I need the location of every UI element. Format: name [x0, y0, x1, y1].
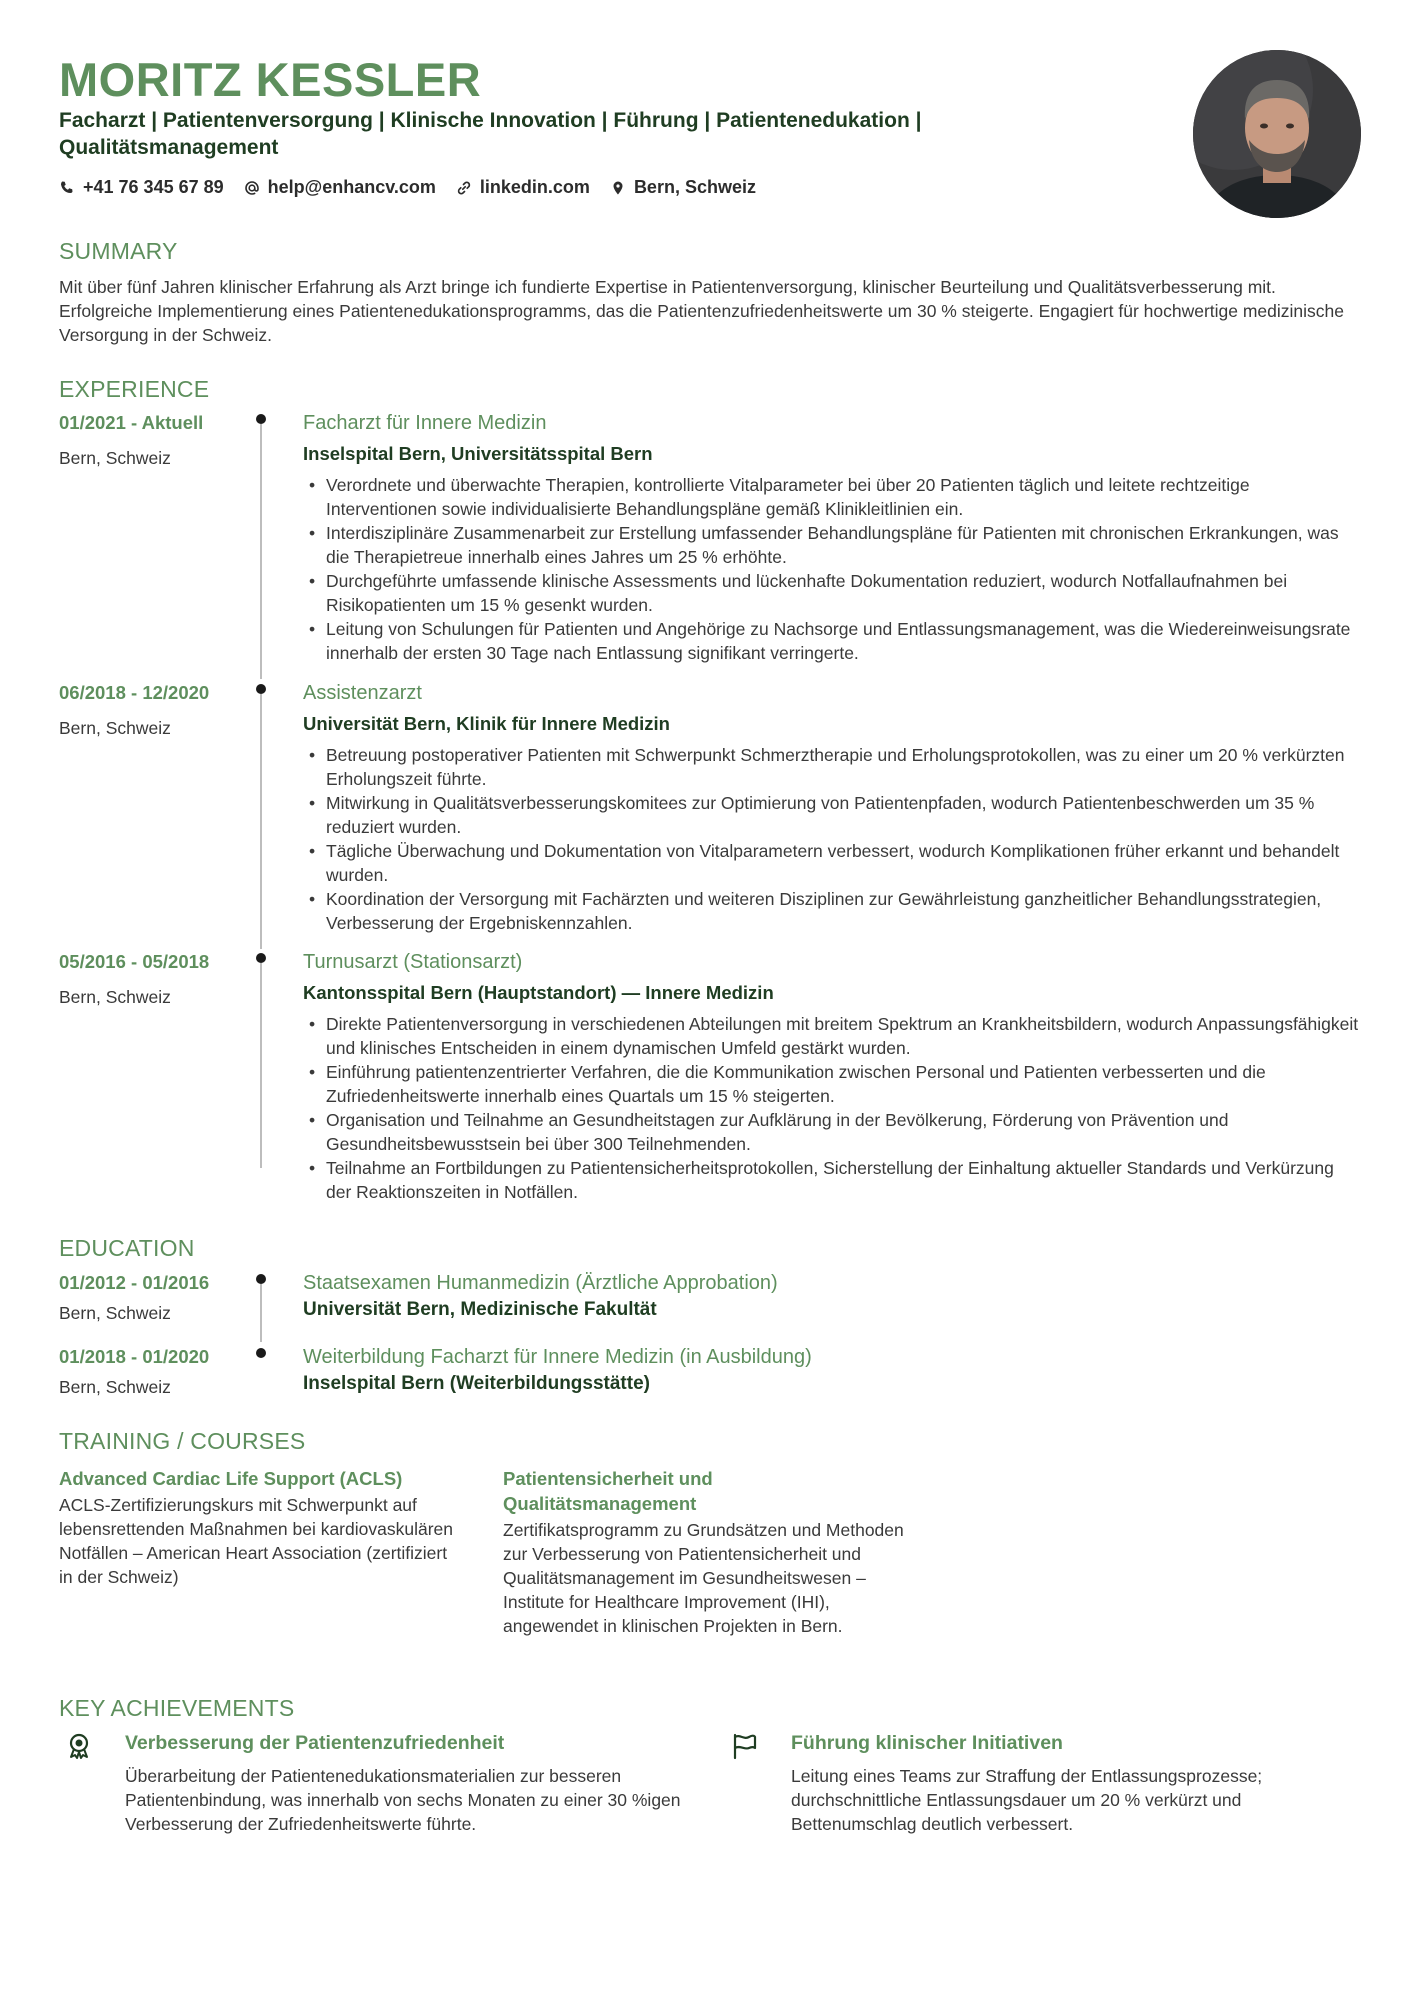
email-text: help@enhancv.com — [267, 177, 436, 197]
experience-location: Bern, Schweiz — [59, 448, 171, 468]
timeline-dot — [256, 414, 266, 424]
at-icon — [244, 180, 260, 196]
experience-heading: EXPERIENCE — [59, 376, 210, 402]
bullet-item: • Interdisziplinäre Zusammenarbeit zur Erstellung umfassender Behandlungspläne für Patienten mit chronischen Erkrankungen, was die Therapietreue innerhalb eines Jahres um 25 % erhöhte. — [303, 521, 1363, 569]
experience-date: 01/2021 - Aktuell — [59, 412, 204, 433]
timeline-line — [260, 1284, 262, 1342]
summary-text: Mit über fünf Jahren klinischer Erfahrung als Arzt bringe ich fundierte Expertise in Patientenversorgung, klinischer Beurteilung und Qualitätsverbesserung mit. Erfolgreiche Implementierung eines Patientenedukationsprogramms, das die Patientenzufriedenheitswerte um 30 % steigerte. Engagiert für hochwertige medizinische Versorgung in der Schweiz. — [59, 277, 1345, 345]
contact-linkedin[interactable] — [456, 177, 590, 198]
bullet-item: • Tägliche Überwachung und Dokumentation von Vitalparametern verbessert, wodurch Komplikationen früher erkannt und behandelt wurden. — [303, 839, 1363, 887]
course-item — [503, 1466, 923, 1638]
linkedin-text: linkedin.com — [479, 177, 590, 197]
contact-phone[interactable] — [59, 177, 224, 198]
flag-icon — [731, 1732, 759, 1760]
bullet-item: • Betreuung postoperativer Patienten mit Schwerpunkt Schmerztherapie und Erholungsprotokollen, was zu einer um 20 % verkürzten Erholungszeit führte. — [303, 743, 1363, 791]
experience-org: Inselspital Bern, Universitätsspital Bern — [303, 443, 653, 464]
achievement-title: Führung klinischer Initiativen — [791, 1732, 1063, 1754]
course-title: Patientensicherheit und Qualitätsmanagement — [503, 1468, 713, 1514]
timeline-dot — [256, 953, 266, 963]
experience-role: Facharzt für Innere Medizin — [303, 412, 547, 434]
training-heading: TRAINING / COURSES — [59, 1428, 306, 1454]
course-item — [59, 1466, 459, 1589]
bullet-item: • Verordnete und überwachte Therapien, kontrollierte Vitalparameter bei über 20 Patienten täglich und leitete rechtzeitige Interventionen sowie individualisierte Behandlungspläne gemäß Klinikleitlinien ein. — [303, 473, 1363, 521]
achievement-description: Leitung eines Teams zur Straffung der Entlassungsprozesse; durchschnittliche Entlassungsdauer um 20 % verkürzt und Bettenumschlag deutlich verbessert. — [791, 1766, 1263, 1834]
timeline-dot — [256, 1348, 266, 1358]
summary-heading: SUMMARY — [59, 238, 178, 264]
experience-date: 06/2018 - 12/2020 — [59, 682, 210, 703]
experience-bullets — [303, 743, 1363, 935]
achievement-description: Überarbeitung der Patientenedukationsmaterialien zur besseren Patientenbindung, was innerhalb von sechs Monaten zu einer 30 %igen Verbesserung der Zufriedenheitswerte führte. — [125, 1766, 681, 1834]
course-title: Advanced Cardiac Life Support (ACLS) — [59, 1468, 403, 1489]
bullet-item: • Teilnahme an Fortbildungen zu Patientensicherheitsprotokollen, Sicherstellung der Einhaltung aktueller Standards und Verkürzung der Reaktionszeiten in Notfällen. — [303, 1156, 1363, 1204]
education-heading: EDUCATION — [59, 1235, 195, 1261]
achievements-heading: KEY ACHIEVEMENTS — [59, 1695, 295, 1721]
education-location: Bern, Schweiz — [59, 1377, 171, 1397]
experience-org: Universität Bern, Klinik für Innere Medizin — [303, 713, 670, 734]
education-school: Universität Bern, Medizinische Fakultät — [303, 1299, 657, 1320]
experience-bullets — [303, 473, 1363, 665]
experience-org: Kantonsspital Bern (Hauptstandort) — Innere Medizin — [303, 982, 774, 1003]
experience-location: Bern, Schweiz — [59, 718, 171, 738]
profile-photo — [1193, 50, 1361, 218]
timeline-line — [260, 424, 262, 679]
contact-email[interactable] — [244, 177, 436, 198]
timeline-line — [260, 694, 262, 949]
education-date: 01/2018 - 01/2020 — [59, 1346, 210, 1367]
education-degree: Staatsexamen Humanmedizin (Ärztliche Approbation) — [303, 1272, 778, 1294]
map-pin-icon — [610, 180, 626, 196]
bullet-item: • Direkte Patientenversorgung in verschiedenen Abteilungen mit breitem Spektrum an Krankheitsbildern, wodurch Anpassungsfähigkeit und klinisches Entscheiden in einem dynamischen Umfeld gestärkt wurden. — [303, 1012, 1363, 1060]
experience-bullets — [303, 1012, 1363, 1204]
achievement-title: Verbesserung der Patientenzufriedenheit — [125, 1732, 505, 1754]
bullet-item: • Mitwirkung in Qualitätsverbesserungskomitees zur Optimierung von Patientenpfaden, wodurch Patientenbeschwerden um 35 % reduziert wurden. — [303, 791, 1363, 839]
timeline-dot — [256, 684, 266, 694]
course-description: Zertifikatsprogramm zu Grundsätzen und Methoden zur Verbesserung von Patientensicherheit und Qualitätsmanagement im Gesundheitswesen – Institute for Healthcare Improvement (IHI), angewendet in klinischen Projekten in Bern. — [503, 1520, 904, 1636]
phone-text: +41 76 345 67 89 — [83, 177, 224, 197]
education-school: Inselspital Bern (Weiterbildungsstätte) — [303, 1373, 650, 1394]
contact-bar — [59, 177, 756, 198]
link-icon — [456, 180, 472, 196]
bullet-item: • Koordination der Versorgung mit Fachärzten und weiteren Disziplinen zur Gewährleistung ganzheitlicher Behandlungsstrategien, Verbesserung der Ergebniskennzahlen. — [303, 887, 1363, 935]
contact-location — [610, 177, 756, 198]
education-degree: Weiterbildung Facharzt für Innere Medizin (in Ausbildung) — [303, 1346, 812, 1368]
headline: Facharzt | Patientenversorgung | Klinische Innovation | Führung | Patientenedukation | Qualitätsmanagement — [59, 109, 922, 159]
candidate-name: MORITZ KESSLER — [59, 53, 482, 106]
experience-location: Bern, Schweiz — [59, 987, 171, 1007]
phone-icon — [59, 180, 75, 196]
experience-role: Assistenzarzt — [303, 682, 422, 704]
experience-date: 05/2016 - 05/2018 — [59, 951, 210, 972]
bullet-item: • Leitung von Schulungen für Patienten und Angehörige zu Nachsorge und Entlassungsmanagement, was die Wiedereinweisungsrate innerhalb der ersten 30 Tage nach Entlassung signifikant verringerte. — [303, 617, 1363, 665]
experience-role: Turnusarzt (Stationsarzt) — [303, 951, 523, 973]
bullet-item: • Durchgeführte umfassende klinische Assessments und lückenhafte Dokumentation reduziert, wodurch Notfallaufnahmen bei Risikopatienten um 15 % gesenkt wurden. — [303, 569, 1363, 617]
timeline-line — [260, 963, 262, 1168]
location-text: Bern, Schweiz — [633, 177, 756, 197]
timeline-dot — [256, 1274, 266, 1284]
course-description: ACLS-Zertifizierungskurs mit Schwerpunkt auf lebensrettenden Maßnahmen bei kardiovaskulären Notfällen – American Heart Association (zertifiziert in der Schweiz) — [59, 1495, 453, 1587]
bullet-item: • Einführung patientenzentrierter Verfahren, die die Kommunikation zwischen Personal und Patienten verbesserten und die Zufriedenheitswerte innerhalb eines Quartals um 15 % steigerten. — [303, 1060, 1363, 1108]
education-date: 01/2012 - 01/2016 — [59, 1272, 210, 1293]
award-ribbon-icon — [65, 1732, 93, 1760]
education-location: Bern, Schweiz — [59, 1303, 171, 1323]
bullet-item: • Organisation und Teilnahme an Gesundheitstagen zur Aufklärung in der Bevölkerung, Förderung von Prävention und Gesundheitsbewusstsein bei über 300 Teilnehmenden. — [303, 1108, 1363, 1156]
